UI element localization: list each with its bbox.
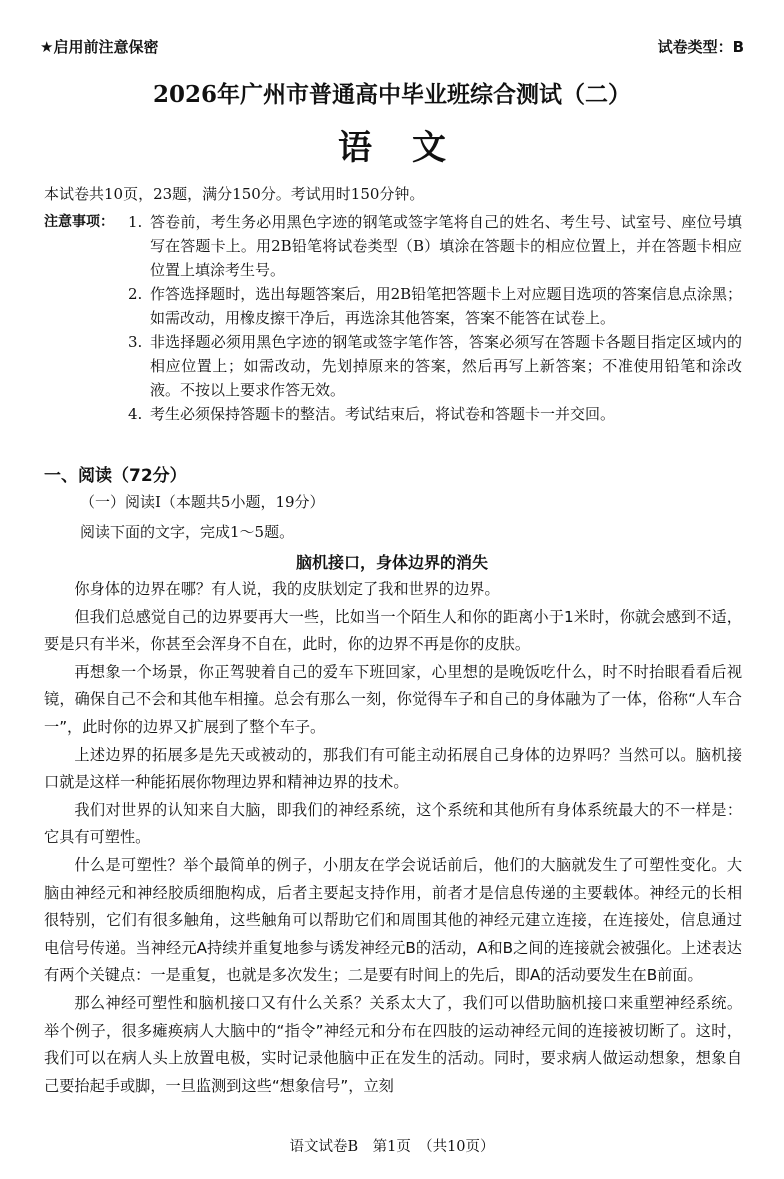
reading-instruction: 阅读下面的文字，完成1～5题。 xyxy=(80,523,295,541)
paper-type-label: 试卷类型：B xyxy=(657,38,744,56)
paper-info: 本试卷共10页，23题，满分150分。考试用时150分钟。 xyxy=(44,185,425,203)
article-paragraph: 那么神经可塑性和脑机接口又有什么关系？关系太大了，我们可以借助脑机接口来重塑神经系统。举个例子，很多瘫痪病人大脑中的“指令”神经元和分布在四肢的运动神经元间的连接被切断了。这时，我们可以在病人头上放置电极，实时记录他脑中正在发生的活动。同时，要求病人做运动想象，想象自己要抬起手或脚，一旦监测到这些“想象信号”，立刻 xyxy=(44,993,742,1095)
notice-item xyxy=(128,402,742,426)
subject-title: 语文 xyxy=(338,128,486,168)
article-paragraph: 什么是可塑性？举个最简单的例子，小朋友在学会说话前后，他们的大脑就发生了可塑性变化。大脑由神经元和神经胶质细胞构成，后者主要起支持作用，前者才是信息传递的主要载体。神经元的长相很特别，它们有很多触角，这些触角可以帮助它们和周围其他的神经元建立连接，在连接处，信息通过电信号传递。当神经元A持续并重复地参与诱发神经元B的活动，A和B之间的连接就会被强化。上述表达有两个关键点：一是重复，也就是多次发生；二是要有时间上的先后，即A的活动要发生在B前面。 xyxy=(44,855,742,985)
section-heading: 一、阅读（72分） xyxy=(44,466,187,486)
notice-item-number: 4. xyxy=(128,405,143,423)
page-footer: 语文试卷B 第1页 （共10页） xyxy=(289,1139,495,1155)
subsection-heading: （一）阅读Ⅰ（本题共5小题，19分） xyxy=(80,493,325,511)
article-paragraph: 上述边界的拓展多是先天或被动的，那我们有可能主动拓展自己身体的边界吗？当然可以。脑机接口就是这样一种能拓展你物理边界和精神边界的技术。 xyxy=(44,745,742,792)
exam-title: 2026年广州市普通高中毕业班综合测试（二） xyxy=(152,81,631,108)
notice-list xyxy=(128,210,742,426)
notice-item-number: 3. xyxy=(128,333,143,351)
page-header xyxy=(40,36,744,58)
article-title: 脑机接口，身体边界的消失 xyxy=(295,553,488,572)
notice-item-text: 答卷前，考生务必用黑色字迹的钢笔或签字笔将自己的姓名、考生号、试室号、座位号填写在答题卡上。用2B铅笔将试卷类型（B）填涂在答题卡的相应位置上，并在答题卡相应位置上填涂考生号。 xyxy=(150,213,742,279)
article-paragraph: 我们对世界的认知来自大脑，即我们的神经系统，这个系统和其他所有身体系统最大的不一样是：它具有可塑性。 xyxy=(44,800,742,847)
article-body xyxy=(44,576,742,1100)
notice-item-text: 作答选择题时，选出每题答案后，用2B铅笔把答题卡上对应题目选项的答案信息点涂黑；如需改动，用橡皮擦干净后，再选涂其他答案，答案不能答在试卷上。 xyxy=(150,285,742,327)
notice-item-text: 考生必须保持答题卡的整洁。考试结束后，将试卷和答题卡一并交回。 xyxy=(150,405,616,423)
confidential-notice: ★启用前注意保密 xyxy=(40,38,159,56)
notice-item xyxy=(128,330,742,402)
notice-item-text: 非选择题必须用黑色字迹的钢笔或签字笔作答，答案必须写在答题卡各题目指定区域内的相应位置上；如需改动，先划掉原来的答案，然后再写上新答案；不准使用铅笔和涂改液。不按以上要求作答无效。 xyxy=(150,333,742,399)
notice-item-number: 2. xyxy=(128,285,143,303)
article-paragraph: 再想象一个场景，你正驾驶着自己的爱车下班回家，心里想的是晚饭吃什么，时不时抬眼看看后视镜，确保自己不会和其他车相撞。总会有那么一刻，你觉得车子和自己的身体融为了一体，俗称“人车合一”，此时你的边界又扩展到了整个车子。 xyxy=(44,662,742,736)
notice-label: 注意事项： xyxy=(44,214,114,230)
notice-item xyxy=(128,282,742,330)
article-paragraph: 你身体的边界在哪？有人说，我的皮肤划定了我和世界的边界。 xyxy=(74,580,500,598)
article-paragraph: 但我们总感觉自己的边界要再大一些，比如当一个陌生人和你的距离小于1米时，你就会感到不适，要是只有半米，你甚至会浑身不自在，此时，你的边界不再是你的皮肤。 xyxy=(44,607,742,654)
notice-item xyxy=(128,210,742,282)
notice-item-number: 1. xyxy=(128,213,143,231)
